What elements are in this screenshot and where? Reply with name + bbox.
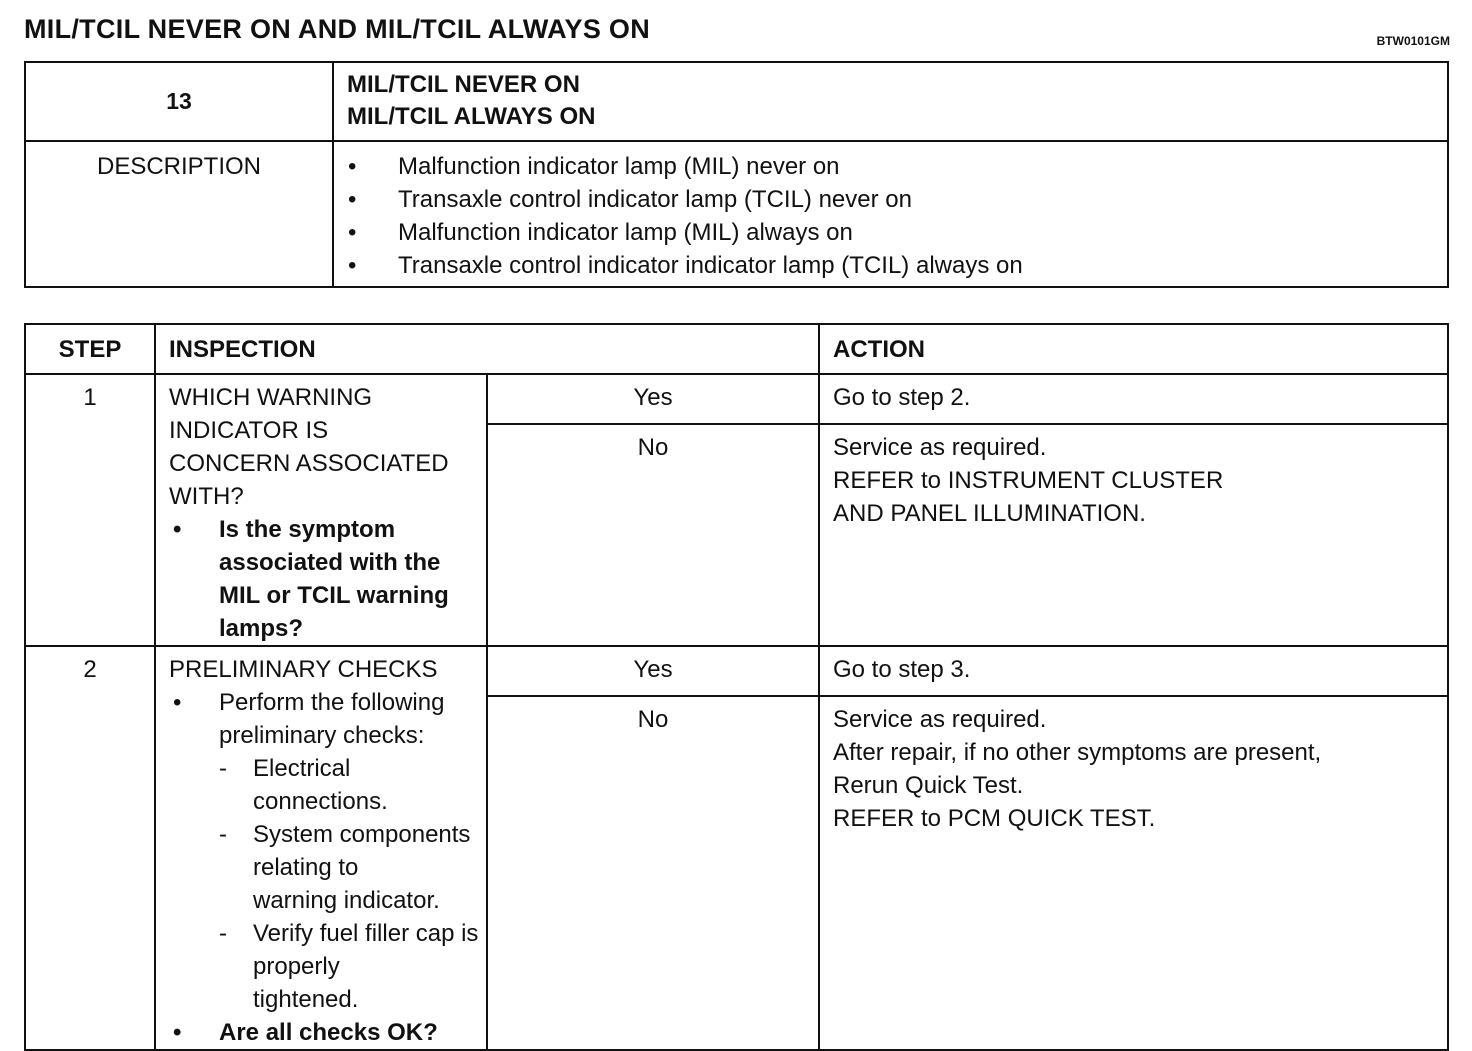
check-text: Electrical connections. [253,755,388,815]
description-label: DESCRIPTION [25,141,333,287]
description-list [334,150,1447,282]
description-content [333,141,1448,287]
symptom-code-row [25,62,1448,141]
description-item [334,216,1447,249]
symptom-code: 13 [25,62,333,141]
action-text: Rerun Quick Test. [833,772,1024,799]
yes-label: Yes [487,374,819,424]
step-column-header: STEP [25,324,155,374]
question-text: MIL or TCIL warning lamps? [219,582,449,642]
symptom-info-table [24,61,1449,288]
check-item [169,917,486,1016]
description-item-text: Transaxle control indicator lamp (TCIL) never on [398,186,912,213]
no-action [819,424,1448,646]
bullet-icon: • [348,252,357,279]
action-text: AND PANEL ILLUMINATION. [833,500,1146,527]
step-number: 2 [25,646,155,1050]
check-item [169,818,486,917]
inspection-question [169,1016,486,1049]
bullet-icon: • [173,689,182,716]
instruction-text: Perform the following preliminary checks: [219,689,445,749]
description-row [25,141,1448,287]
step-2-yes-row [25,646,1448,696]
description-item [334,183,1447,216]
no-action [819,696,1448,1050]
check-text: Verify fuel filler cap is properly [253,920,479,980]
description-item-text: Malfunction indicator lamp (MIL) never on [398,153,840,180]
no-label: No [487,424,819,646]
check-text: warning indicator. [253,887,440,914]
step-1-inspection [155,374,487,646]
document-code: BTW0101GM [1376,34,1450,48]
dash-icon: - [219,821,227,848]
action-text: REFER to PCM QUICK TEST. [833,805,1156,832]
description-item-text: Transaxle control indicator indicator lamp (TCIL) always on [398,252,1023,279]
bullet-icon: • [173,1019,182,1046]
action-text: Service as required. [833,706,1047,733]
inspection-question [169,513,486,645]
description-item [334,249,1447,282]
inspection-text: CONCERN ASSOCIATED WITH? [169,450,449,510]
inspection-text: PRELIMINARY CHECKS [169,656,438,683]
check-text: tightened. [253,986,359,1013]
symptom-title-line: MIL/TCIL ALWAYS ON [347,103,596,130]
bullet-icon: • [348,153,357,180]
symptom-title-line: MIL/TCIL NEVER ON [347,71,580,98]
inspection-instruction [169,686,486,752]
symptom-title [333,62,1448,141]
dash-icon: - [219,755,227,782]
action-text: REFER to INSTRUMENT CLUSTER [833,467,1224,494]
bullet-icon: • [173,516,182,543]
yes-label: Yes [487,646,819,696]
diagnostic-steps-table [24,323,1449,1051]
description-item-text: Malfunction indicator lamp (MIL) always on [398,219,853,246]
description-item [334,150,1447,183]
inspection-text: WHICH WARNING INDICATOR IS [169,384,373,444]
inspection-column-header: INSPECTION [155,324,819,374]
step-1-yes-row [25,374,1448,424]
page-title: MIL/TCIL NEVER ON AND MIL/TCIL ALWAYS ON [24,14,651,44]
bullet-icon: • [348,186,357,213]
bullet-icon: • [348,219,357,246]
yes-action: Go to step 3. [819,646,1448,696]
check-text: System components relating to [253,821,471,881]
step-2-inspection [155,646,487,1050]
action-text: After repair, if no other symptoms are present, [833,739,1322,766]
dash-icon: - [219,920,227,947]
action-column-header: ACTION [819,324,1448,374]
check-item [169,752,486,818]
question-text: Is the symptom associated with the [219,516,441,576]
step-number: 1 [25,374,155,646]
steps-header-row [25,324,1448,374]
question-text: Are all checks OK? [219,1019,438,1046]
yes-action: Go to step 2. [819,374,1448,424]
no-label: No [487,696,819,1050]
action-text: Service as required. [833,434,1047,461]
